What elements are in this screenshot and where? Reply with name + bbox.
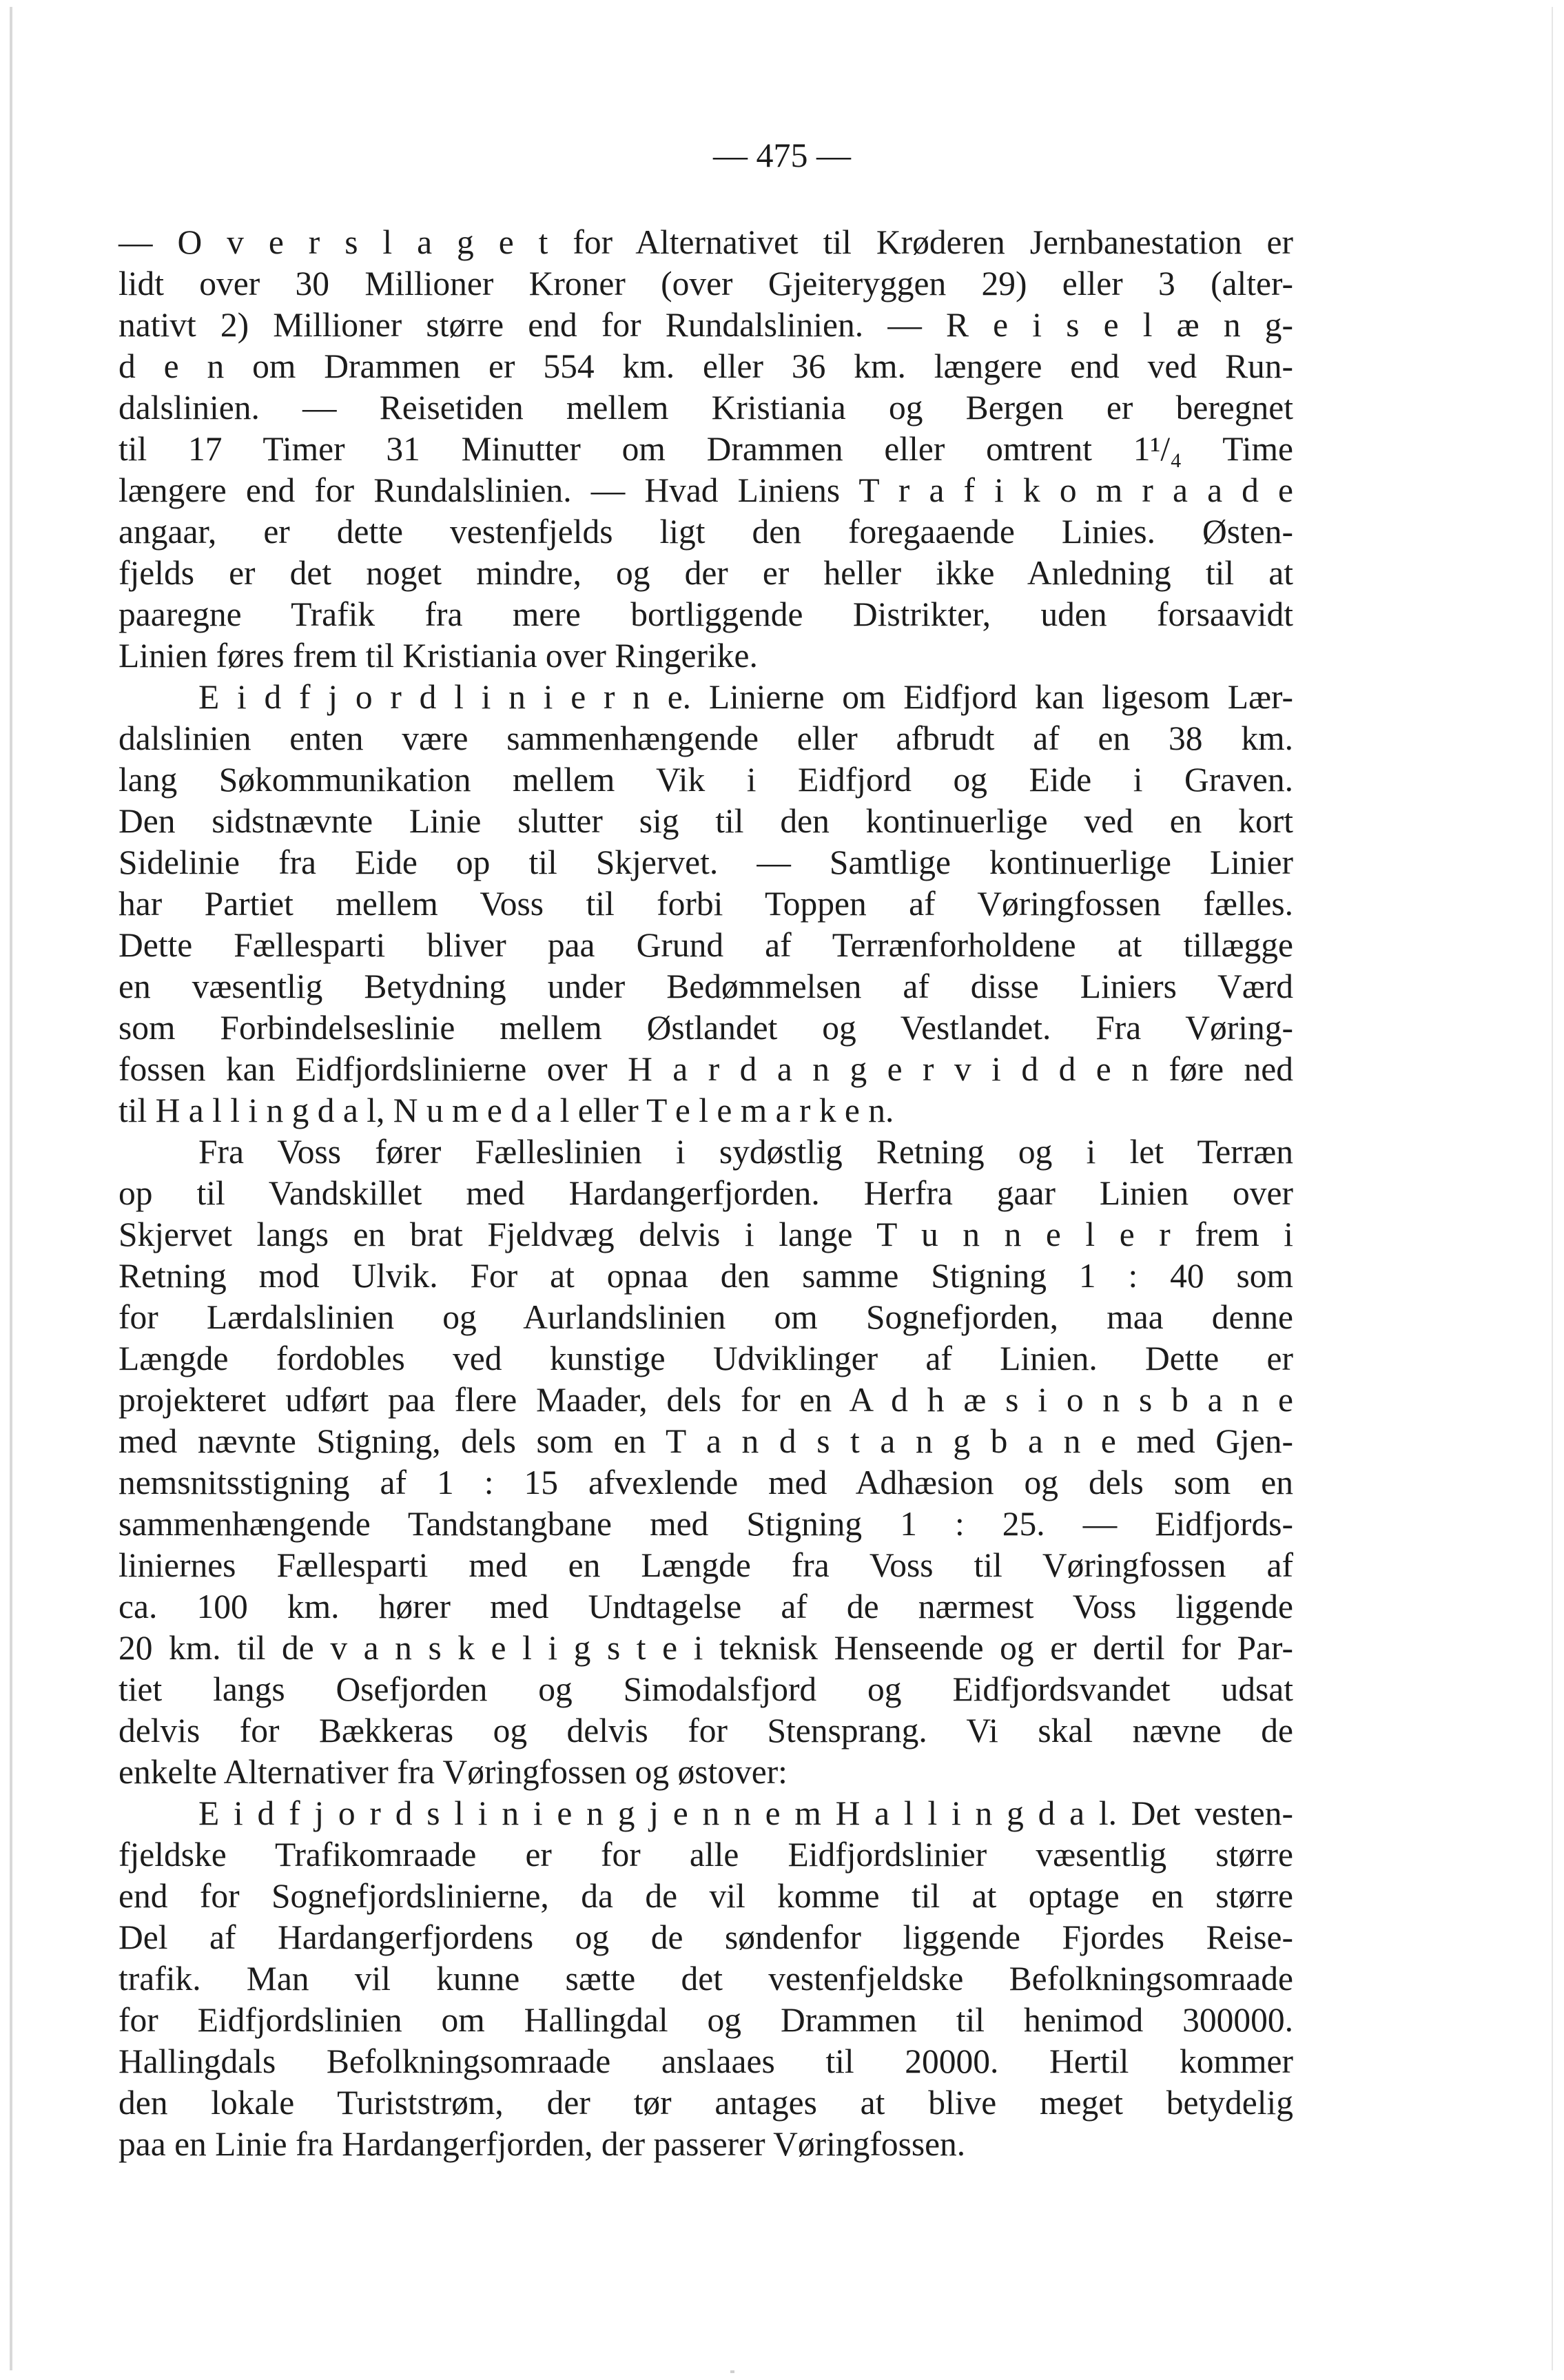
text-line: E i d f j o r d l i n i e r n e. Linierne om Eidfjord kan ligesom Lær-: [198, 678, 1293, 716]
text-line: længere end for Rundalslinien. — Hvad Liniens T r a f i k o m r a a d e: [119, 471, 1293, 509]
text-line: fjeldske Trafikomraade er for alle Eidfjordslinier væsentlig større: [119, 1836, 1293, 1874]
text-line: liniernes Fællesparti med en Længde fra Voss til Vøringfossen af: [119, 1546, 1293, 1584]
text-line: fjelds er det noget mindre, og der er heller ikke Anledning til at: [119, 554, 1293, 592]
text-line: d e n om Drammen er 554 km. eller 36 km. længere end ved Run-: [119, 347, 1293, 385]
text-line: angaar, er dette vestenfjelds ligt den foregaaende Linies. Østen-: [119, 513, 1293, 551]
text-line: end for Sognefjordslinierne, da de vil komme til at optage en større: [119, 1877, 1293, 1915]
text-line: Hallingdals Befolkningsomraade anslaaes til 20000. Hertil kommer: [119, 2042, 1293, 2080]
page-number: — 475 —: [713, 136, 851, 174]
text-line: Del af Hardangerfjordens og de søndenfor liggende Fjordes Reise-: [119, 1918, 1293, 1956]
scan-speck: [730, 2370, 734, 2373]
text-line: lidt over 30 Millioner Kroner (over Gjeiteryggen 29) eller 3 (alter-: [119, 265, 1293, 302]
text-line: til 17 Timer 31 Minutter om Drammen eller omtrent 1¹/₄ Time: [119, 430, 1293, 468]
text-line: ca. 100 km. hører med Undtagelse af de nærmest Voss liggende: [119, 1588, 1293, 1625]
text-line: en væsentlig Betydning under Bedømmelsen af disse Liniers Værd: [119, 967, 1293, 1005]
text-line: for Lærdalslinien og Aurlandslinien om Sognefjorden, maa denne: [119, 1298, 1293, 1336]
text-line: har Partiet mellem Voss til forbi Toppen af Vøringfossen fælles.: [119, 885, 1293, 923]
text-line: op til Vandskillet med Hardangerfjorden. Herfra gaar Linien over: [119, 1174, 1293, 1212]
text-line: nemsnitsstigning af 1 : 15 afvexlende med Adhæsion og dels som en: [119, 1464, 1293, 1501]
text-line: for Eidfjordslinien om Hallingdal og Drammen til henimod 300000.: [119, 2001, 1293, 2039]
body-text: [119, 222, 1293, 2165]
text-line: Den sidstnævnte Linie slutter sig til den kontinuerlige ved en kort: [119, 802, 1293, 840]
text-line: Fra Voss fører Fælleslinien i sydøstlig Retning og i let Terræn: [198, 1133, 1293, 1171]
text-line: til H a l l i n g d a l, N u m e d a l eller T e l e m a r k e n.: [119, 1091, 894, 1129]
text-line: fossen kan Eidfjordslinierne over H a r d a n g e r v i d d e n føre ned: [119, 1050, 1293, 1088]
text-line: Linien føres frem til Kristiania over Ringerike.: [119, 637, 758, 675]
text-line: Dette Fællesparti bliver paa Grund af Terrænforholdene at tillægge: [119, 926, 1293, 964]
text-line: nativt 2) Millioner større end for Rundalslinien. — R e i s e l æ n g-: [119, 306, 1293, 344]
text-line: E i d f j o r d s l i n i e n g j e n n e m H a l l i n g d a l. Det vesten-: [198, 1794, 1293, 1832]
text-line: den lokale Turiststrøm, der tør antages at blive meget betydelig: [119, 2084, 1293, 2122]
text-line: Længde fordobles ved kunstige Udviklinger af Linien. Dette er: [119, 1340, 1293, 1377]
text-line: paaregne Trafik fra mere bortliggende Distrikter, uden forsaavidt: [119, 595, 1293, 633]
text-line: Retning mod Ulvik. For at opnaa den samme Stigning 1 : 40 som: [119, 1257, 1293, 1295]
text-line: paa en Linie fra Hardangerfjorden, der passerer Vøringfossen.: [119, 2125, 966, 2163]
text-line: lang Søkommunikation mellem Vik i Eidfjord og Eide i Graven.: [119, 761, 1293, 799]
text-line: — O v e r s l a g e t for Alternativet til Krøderen Jernbanestation er: [119, 223, 1293, 261]
text-line: 20 km. til de v a n s k e l i g s t e i teknisk Henseende og er dertil for Par-: [119, 1629, 1293, 1667]
text-line: sammenhængende Tandstangbane med Stigning 1 : 25. — Eidfjords-: [119, 1505, 1293, 1543]
text-line: delvis for Bækkeras og delvis for Stensprang. Vi skal nævne de: [119, 1712, 1293, 1750]
text-line: tiet langs Osefjorden og Simodalsfjord og Eidfjordsvandet udsat: [119, 1670, 1293, 1708]
text-line: Skjervet langs en brat Fjeldvæg delvis i lange T u n n e l e r frem i: [119, 1215, 1293, 1253]
text-line: projekteret udført paa flere Maader, dels for en A d h æ s i o n s b a n e: [119, 1381, 1293, 1419]
text-line: med nævnte Stigning, dels som en T a n d s t a n g b a n e med Gjen-: [119, 1422, 1293, 1460]
text-line: dalslinien enten være sammenhængende eller afbrudt af en 38 km.: [119, 719, 1293, 757]
text-line: dalslinien. — Reisetiden mellem Kristiania og Bergen er beregnet: [119, 389, 1293, 427]
text-line: enkelte Alternativer fra Vøringfossen og østover:: [119, 1753, 788, 1791]
text-line: Sidelinie fra Eide op til Skjervet. — Samtlige kontinuerlige Linier: [119, 843, 1293, 881]
text-line: trafik. Man vil kunne sætte det vestenfjeldske Befolkningsomraade: [119, 1960, 1293, 1998]
text-line: som Forbindelseslinie mellem Østlandet og Vestlandet. Fra Vøring-: [119, 1009, 1293, 1047]
